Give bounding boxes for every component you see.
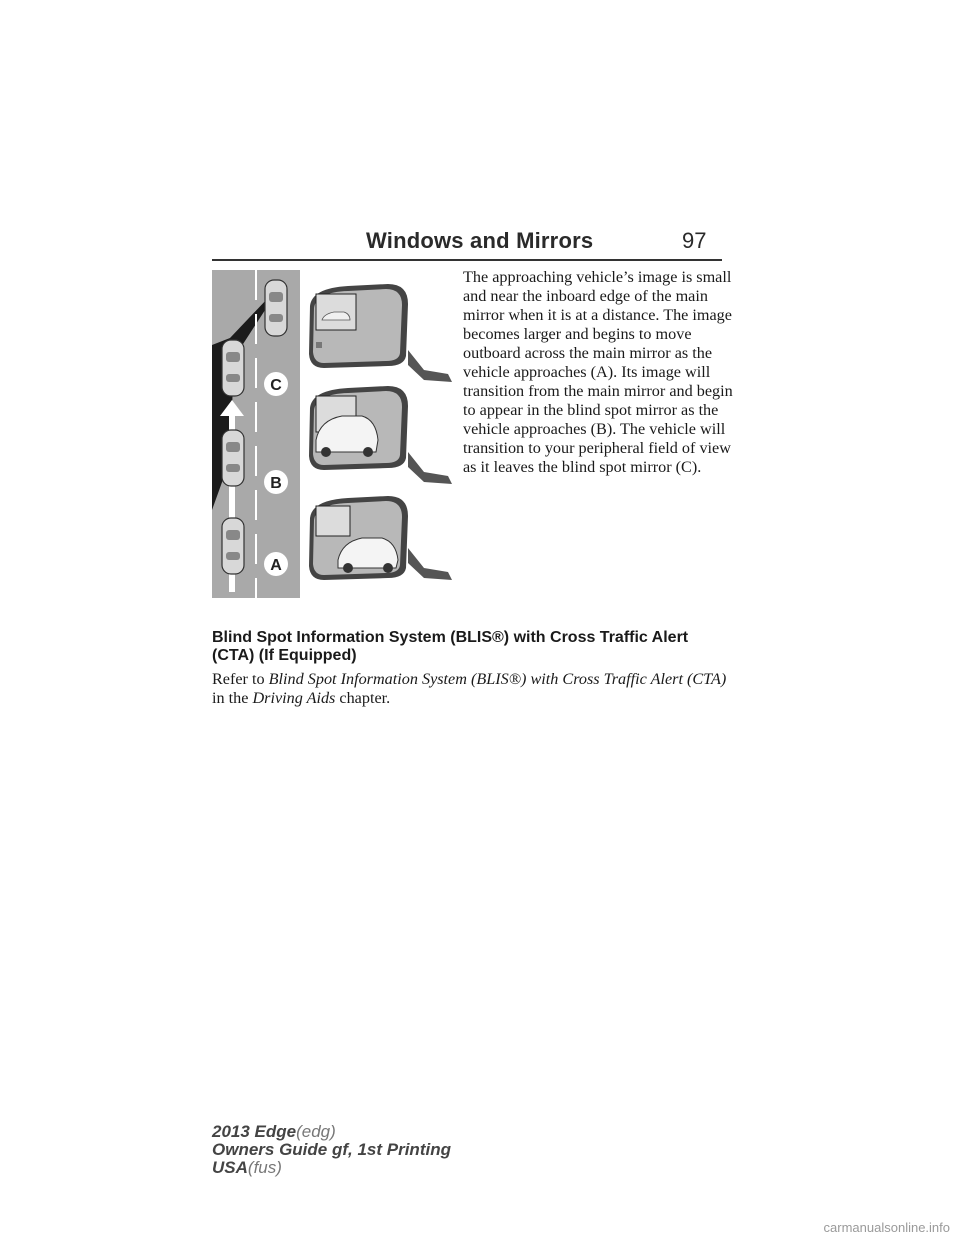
footer [212, 1123, 451, 1177]
blind-spot-mirror-illustration [212, 270, 452, 608]
car-top-view [222, 340, 244, 396]
section-heading: Blind Spot Information System (BLIS®) with Cross Traffic Alert (CTA) (If Equipped) [212, 629, 689, 664]
footer-market: USA [212, 1158, 248, 1177]
side-mirror [309, 284, 452, 382]
label-c: C [270, 377, 282, 394]
footer-market-code: (fus) [247, 1158, 282, 1177]
ref-chapter-link: Driving Aids [252, 689, 336, 707]
watermark: carmanualsonline.info [823, 1220, 950, 1235]
car-top-view [222, 518, 244, 574]
footer-edition: Owners Guide gf, 1st Printing [212, 1140, 451, 1159]
side-mirror [309, 496, 452, 580]
page-number: 97 [682, 228, 707, 253]
footer-model-code: (edg) [296, 1122, 336, 1141]
header-title: Windows and Mirrors [366, 228, 594, 253]
ref-title-link: Blind Spot Information System (BLIS®) with Cross Traffic Alert (CTA) [268, 670, 727, 688]
header-rule [212, 259, 722, 261]
car-top-view [222, 430, 244, 486]
ref-middle: in the [212, 689, 253, 707]
reference-paragraph [212, 670, 732, 708]
footer-model: 2013 Edge [212, 1122, 297, 1141]
label-b: B [270, 475, 282, 492]
body-paragraph: The approaching vehicle’s image is small and near the inboard edge of the main mirror when it is at a distance. The image becomes larger and begins to move outboard across the main mirror as the vehicle approaches (A). Its image will transition from the main mirror and begin to appear in the blind spot mirror as the vehicle approaches (B). The vehicle will transition to your peripheral field of view as it leaves the blind spot mirror (C). [463, 268, 733, 476]
car-top-view [265, 280, 287, 336]
label-a: A [270, 557, 282, 574]
side-mirror [309, 386, 452, 484]
ref-prefix: Refer to [212, 670, 269, 688]
ref-suffix: chapter. [335, 689, 391, 707]
